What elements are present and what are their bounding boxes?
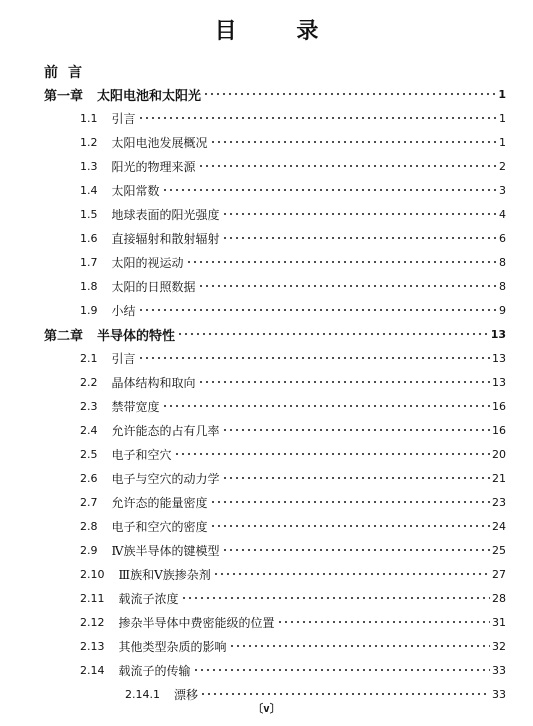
dot-leader xyxy=(222,544,491,556)
toc-entry-page-number: 32 xyxy=(492,639,506,653)
toc-entry-number: 2.13 xyxy=(80,639,105,653)
dot-leader xyxy=(198,160,497,172)
toc-entry-number: 2.1 xyxy=(80,351,98,365)
toc-entry-page-number: 1 xyxy=(499,135,506,149)
toc-entry-number: 1.9 xyxy=(80,303,98,317)
toc-section-entry xyxy=(80,108,506,128)
toc-section-entry xyxy=(80,588,506,608)
toc-entry-number: 2.2 xyxy=(80,375,98,389)
toc-entry-number: 2.10 xyxy=(80,567,105,581)
toc-entry-number: 1.8 xyxy=(80,279,98,293)
dot-leader xyxy=(203,88,496,100)
page-number-footer: 〔v〕 xyxy=(252,702,281,715)
toc-entry-number: 第一章 xyxy=(44,88,84,104)
dot-leader xyxy=(181,592,490,604)
toc-section-entry xyxy=(80,396,506,416)
toc-section-entry xyxy=(80,660,506,680)
toc-entry-number: 1.2 xyxy=(80,135,98,149)
toc-entry-page-number: 24 xyxy=(492,519,506,533)
toc-entry-title: 电子和空穴 xyxy=(111,447,172,462)
toc-entry-title: 太阳的视运动 xyxy=(111,255,184,270)
toc-entry-number: 1.5 xyxy=(80,207,98,221)
toc-entry-page-number: 27 xyxy=(492,567,506,581)
toc-entry-page-number: 16 xyxy=(492,399,506,413)
toc-entry-title: 载流子浓度 xyxy=(118,591,179,606)
toc-entry-title: 阳光的物理来源 xyxy=(111,159,196,174)
dot-leader xyxy=(198,280,497,292)
toc-section-entry xyxy=(80,156,506,176)
toc-entry-title: 电子与空穴的动力学 xyxy=(111,471,220,486)
toc-entry-page-number: 13 xyxy=(492,351,506,365)
dot-leader xyxy=(222,424,490,436)
toc-entry-page-number: 20 xyxy=(492,447,506,461)
toc-entry-page-number: 13 xyxy=(492,375,506,389)
toc-entry-number: 2.6 xyxy=(80,471,98,485)
dot-leader xyxy=(198,376,490,388)
toc-entry-number: 2.12 xyxy=(80,615,105,629)
toc-section-entry xyxy=(80,348,506,368)
dot-leader xyxy=(138,112,497,124)
toc-section-entry xyxy=(80,276,506,296)
dot-leader xyxy=(138,352,490,364)
dot-leader xyxy=(193,664,490,676)
toc-entry-page-number: 33 xyxy=(492,663,506,677)
toc-chapter-entry xyxy=(44,84,506,104)
toc-section-entry xyxy=(80,300,506,320)
dot-leader xyxy=(213,568,490,580)
toc-entry-title: 掺杂半导体中费密能级的位置 xyxy=(118,615,275,630)
toc-section-entry xyxy=(80,492,506,512)
toc-entry-number: 2.14.1 xyxy=(125,687,160,701)
toc-entry-number: 1.6 xyxy=(80,231,98,245)
toc-section-entry xyxy=(80,132,506,152)
dot-leader xyxy=(210,136,497,148)
preface-heading: 前言 xyxy=(44,65,92,81)
toc-entry-page-number: 21 xyxy=(492,471,506,485)
toc-entry-title: 漂移 xyxy=(174,687,199,702)
dot-leader xyxy=(222,232,497,244)
toc-entry-page-number: 2 xyxy=(499,159,506,173)
toc-section-entry xyxy=(80,228,506,248)
toc-entry-title: 半导体的特性 xyxy=(97,328,176,344)
toc-entry-page-number: 9 xyxy=(499,303,506,317)
toc-entry-title: Ⅳ族半导体的键模型 xyxy=(111,543,220,558)
toc-entry-title: 小结 xyxy=(111,303,136,318)
toc-entry-page-number: 28 xyxy=(492,591,506,605)
toc-entry-page-number: 25 xyxy=(492,543,506,557)
toc-entry-number: 1.3 xyxy=(80,159,98,173)
dot-leader xyxy=(174,448,490,460)
dot-leader xyxy=(177,328,489,340)
toc-entry-title: 晶体结构和取向 xyxy=(111,375,196,390)
toc-section-entry xyxy=(80,444,506,464)
toc-entry-page-number: 6 xyxy=(499,231,506,245)
toc-entry-number: 2.7 xyxy=(80,495,98,509)
toc-entry-page-number: 1 xyxy=(499,111,506,125)
toc-section-entry xyxy=(80,204,506,224)
dot-leader xyxy=(138,304,497,316)
toc-entry-title: 地球表面的阳光强度 xyxy=(111,207,220,222)
toc-entry-page-number: 23 xyxy=(492,495,506,509)
page-title: 目 录 xyxy=(214,19,345,44)
toc-chapter-entry xyxy=(44,324,506,344)
toc-entry-number: 1.1 xyxy=(80,111,98,125)
toc-section-entry xyxy=(80,612,506,632)
toc-entry-title: 允许能态的占有几率 xyxy=(111,423,220,438)
toc-entry-page-number: 13 xyxy=(490,327,506,341)
toc-entry-page-number: 33 xyxy=(492,687,506,701)
toc-entry-number: 2.14 xyxy=(80,663,105,677)
dot-leader xyxy=(210,520,490,532)
toc-entry-number: 1.4 xyxy=(80,183,98,197)
toc-entry-number: 2.3 xyxy=(80,399,98,413)
toc-entry-title: 太阳的日照数据 xyxy=(111,279,196,294)
toc-entry-number: 第二章 xyxy=(44,328,84,344)
toc-entry-title: 允许态的能量密度 xyxy=(111,495,208,510)
toc-entry-page-number: 16 xyxy=(492,423,506,437)
toc-entry-number: 2.4 xyxy=(80,423,98,437)
toc-entry-page-number: 1 xyxy=(498,87,506,101)
toc-entry-number: 2.11 xyxy=(80,591,105,605)
toc-section-entry xyxy=(80,564,506,584)
dot-leader xyxy=(162,400,490,412)
toc-entry-number: 1.7 xyxy=(80,255,98,269)
toc-entry-title: 引言 xyxy=(111,351,136,366)
toc-section-entry xyxy=(80,516,506,536)
dot-leader xyxy=(229,640,490,652)
dot-leader xyxy=(277,616,490,628)
dot-leader xyxy=(222,208,497,220)
toc-section-entry xyxy=(80,252,506,272)
toc-entry-page-number: 3 xyxy=(499,183,506,197)
toc-entry-title: 电子和空穴的密度 xyxy=(111,519,208,534)
toc-entry-title: 其他类型杂质的影响 xyxy=(118,639,227,654)
dot-leader xyxy=(186,256,497,268)
toc-section-entry xyxy=(80,420,506,440)
toc-section-entry xyxy=(80,636,506,656)
dot-leader xyxy=(210,496,490,508)
toc-section-entry xyxy=(80,540,506,560)
toc-entry-title: 直接辐射和散射辐射 xyxy=(111,231,220,246)
toc-entry-page-number: 8 xyxy=(499,255,506,269)
dot-leader xyxy=(200,688,490,700)
toc-entry-page-number: 8 xyxy=(499,279,506,293)
toc-entry-number: 2.5 xyxy=(80,447,98,461)
toc-entry-number: 2.9 xyxy=(80,543,98,557)
dot-leader xyxy=(162,184,497,196)
toc-section-entry xyxy=(80,372,506,392)
toc-entry-page-number: 31 xyxy=(492,615,506,629)
toc-section-entry xyxy=(80,468,506,488)
toc-entry-title: Ⅲ族和Ⅴ族掺杂剂 xyxy=(118,567,211,582)
toc-entry-number: 2.8 xyxy=(80,519,98,533)
toc-entry-title: 载流子的传输 xyxy=(118,663,191,678)
dot-leader xyxy=(222,472,490,484)
toc-section-entry xyxy=(80,180,506,200)
toc-entry-title: 禁带宽度 xyxy=(111,399,160,414)
toc-entry-page-number: 4 xyxy=(499,207,506,221)
toc-entry-title: 太阳电池和太阳光 xyxy=(97,88,202,104)
toc-entry-title: 太阳常数 xyxy=(111,183,160,198)
toc-entry-title: 太阳电池发展概况 xyxy=(111,135,208,150)
toc-entry-title: 引言 xyxy=(111,111,136,126)
